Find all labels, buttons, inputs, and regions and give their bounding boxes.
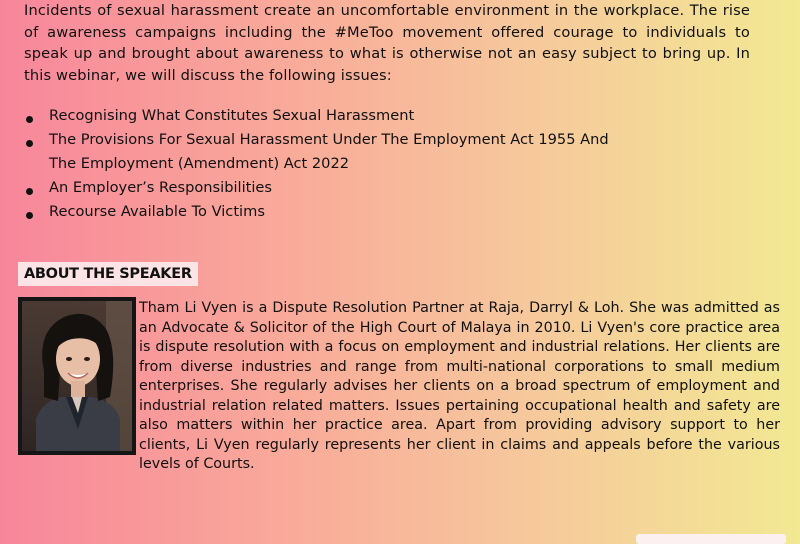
corner-decoration xyxy=(636,534,786,544)
issue-text: Recognising What Constitutes Sexual Harassment xyxy=(49,107,415,124)
bullet-icon xyxy=(26,140,33,147)
issue-text: The Provisions For Sexual Harassment Under The Employment Act 1955 And xyxy=(49,131,609,148)
issue-text: An Employer’s Responsibilities xyxy=(49,179,273,196)
list-item xyxy=(24,104,764,128)
issues-list xyxy=(24,104,764,224)
bullet-icon xyxy=(26,212,33,219)
intro-paragraph: Incidents of sexual harassment create an uncomfortable environment in the workplace. The rise of awareness campaigns including the #MeToo movement offered courage to individuals to speak up and brought about awareness to what is otherwise not an easy subject to bring up. In this webinar, we will discuss the following issues: xyxy=(24,2,750,84)
speaker-portrait-image xyxy=(22,301,132,451)
speaker-bio: Tham Li Vyen is a Dispute Resolution Partner at Raja, Darryl & Loh. She was admitted as an Advocate & Solicitor of the High Court of Malaya in 2010. Li Vyen's core practice area is dispute resolution with a focus on employment and industrial relations. Her clients are from diverse industries and range from multi-national corporations to small medium enterprises. She regularly advises her clients on a broad spectrum of employment and industrial relation related matters. Issues pertaining occupational health and safety are also matters within her practice area. Apart from providing advisory support to her clients, Li Vyen regularly represents her client in claims and appeals before the various levels of Courts. xyxy=(139,300,780,472)
list-item xyxy=(24,128,764,176)
issue-text: Recourse Available To Victims xyxy=(49,203,265,220)
speaker-photo xyxy=(18,297,136,455)
about-speaker-heading: ABOUT THE SPEAKER xyxy=(18,262,198,286)
list-item xyxy=(24,200,764,224)
list-item xyxy=(24,176,764,200)
bullet-icon xyxy=(26,116,33,123)
issue-text-continued: The Employment (Amendment) Act 2022 xyxy=(49,155,350,172)
bullet-icon xyxy=(26,188,33,195)
